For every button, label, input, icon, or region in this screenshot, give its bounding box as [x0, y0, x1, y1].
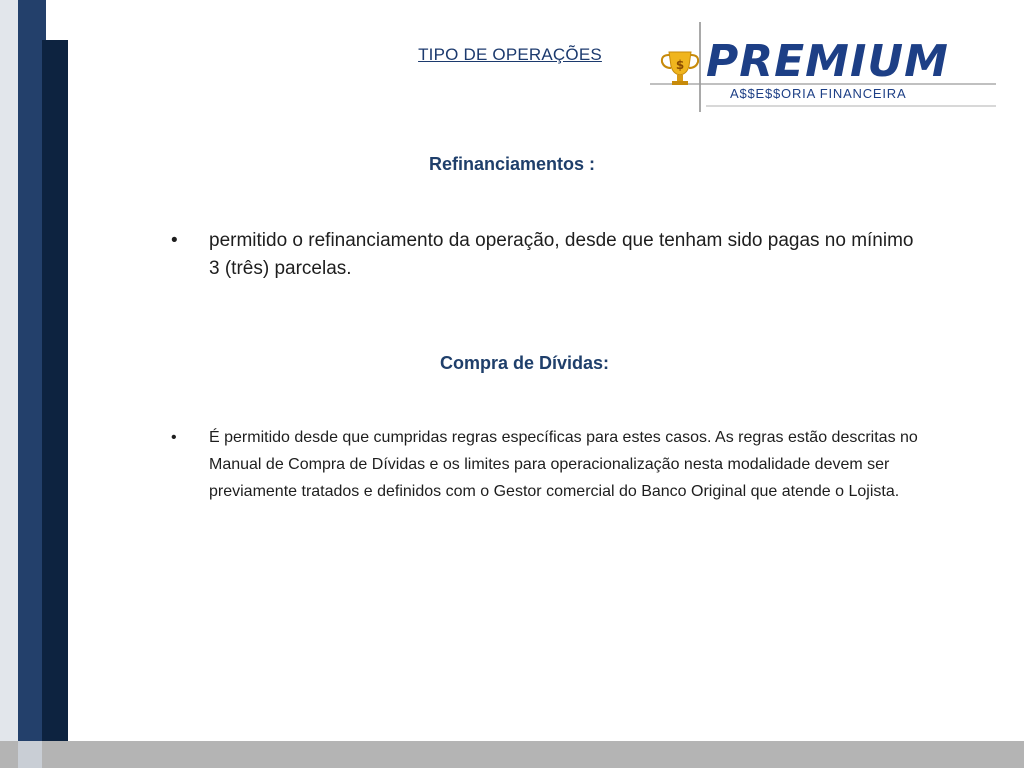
trophy-icon [662, 52, 698, 85]
svg-text:$: $ [675, 58, 685, 72]
section-heading-compra-de-dividas: Compra de Dívidas: [440, 353, 610, 373]
footer-corner-block [18, 741, 42, 768]
logo-tagline: A$$E$$ORIA FINANCEIRA [730, 86, 907, 101]
sidebar-dark-bar [42, 40, 68, 768]
bullet-text: permitido o refinanciamento da operação, desde que tenham sido pagas no mínimo 3 (três) parcelas. [209, 230, 914, 279]
bullet-dot: • [171, 429, 177, 446]
section-heading-refinanciamentos: Refinanciamentos : [429, 154, 596, 174]
bullet-dot: • [171, 230, 178, 251]
footer-strip [0, 741, 1024, 768]
bullet-text: É permitido desde que cumpridas regras específicas para estes casos. As regras estão descritas no Manual de Compra de Dívidas e os limites para operacionalização nesta modalidade devem ser previamente tratados e definidos com o Gestor comercial do Banco Original que atende o Lojista. [209, 429, 918, 500]
page-title: TIPO DE OPERAÇÕES [418, 45, 602, 64]
premium-logo [650, 20, 1000, 114]
logo-wordmark: PREMIUM [706, 36, 949, 87]
